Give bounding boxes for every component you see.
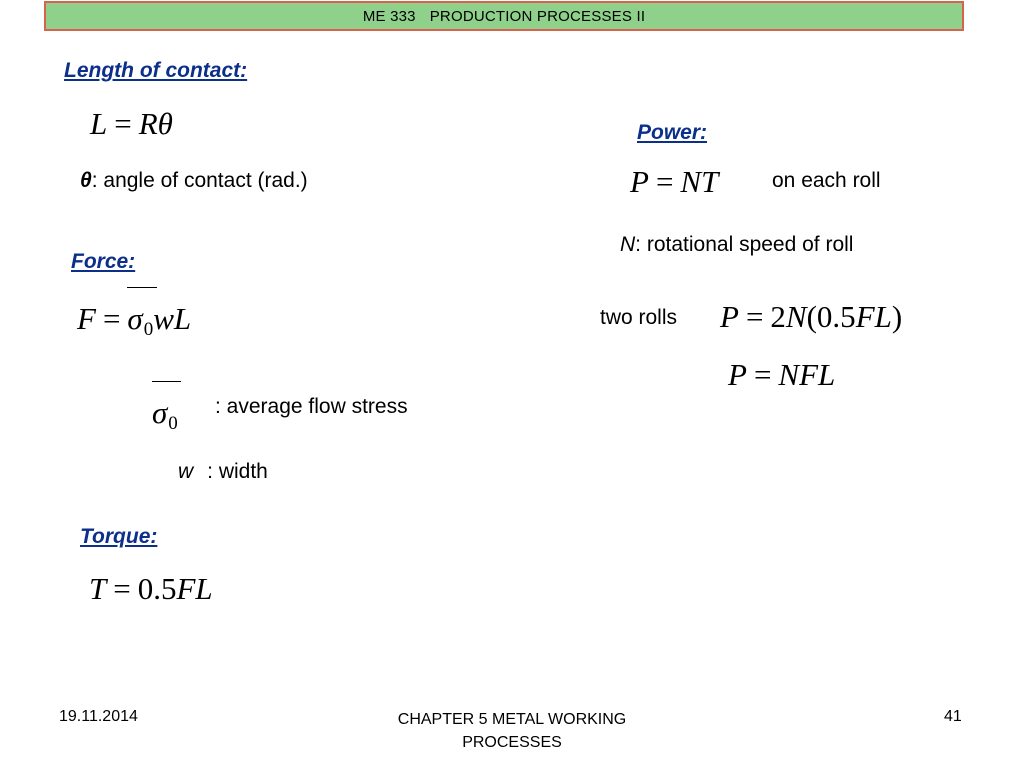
sigma-bar: σ	[127, 301, 143, 336]
w-description: : width	[207, 460, 268, 483]
theta-definition	[80, 169, 308, 193]
length-equation: L = Rθ	[90, 106, 173, 141]
sigma-description: : average flow stress	[215, 395, 408, 418]
theta-description: : angle of contact (rad.)	[91, 169, 308, 192]
course-code: ME 333	[362, 7, 416, 25]
page-number: 41	[944, 708, 962, 725]
n-definition	[620, 233, 853, 257]
two-rolls-label: two rolls	[600, 306, 678, 329]
power-equation-1: P = NT	[630, 164, 719, 199]
power-heading: Power:	[637, 121, 708, 144]
footer-date: 19.11.2014	[59, 708, 138, 725]
n-symbol: N	[620, 233, 636, 256]
course-title: PRODUCTION PROCESSES II	[429, 7, 646, 25]
theta-symbol: θ	[80, 169, 92, 192]
torque-heading: Torque:	[80, 525, 158, 548]
force-equation: $F = \sigma_0wL$	[77, 301, 192, 340]
w-symbol: w	[178, 460, 194, 483]
torque-equation: T = 0.5FL	[89, 571, 213, 606]
force-heading: Force:	[71, 250, 136, 273]
power-equation-3: P = NFL	[728, 357, 836, 392]
w-definition	[178, 460, 268, 484]
slide-header	[44, 1, 964, 31]
power-equation-2: P = 2N(0.5FL)	[720, 299, 903, 334]
sigma-definition-symbol: $\sigma_0$	[152, 395, 178, 434]
power-note: on each roll	[772, 169, 881, 192]
footer-chapter: CHAPTER 5 METAL WORKING PROCESSES	[397, 711, 627, 751]
length-heading: Length of contact:	[64, 59, 248, 82]
n-description: : rotational speed of roll	[635, 233, 854, 256]
